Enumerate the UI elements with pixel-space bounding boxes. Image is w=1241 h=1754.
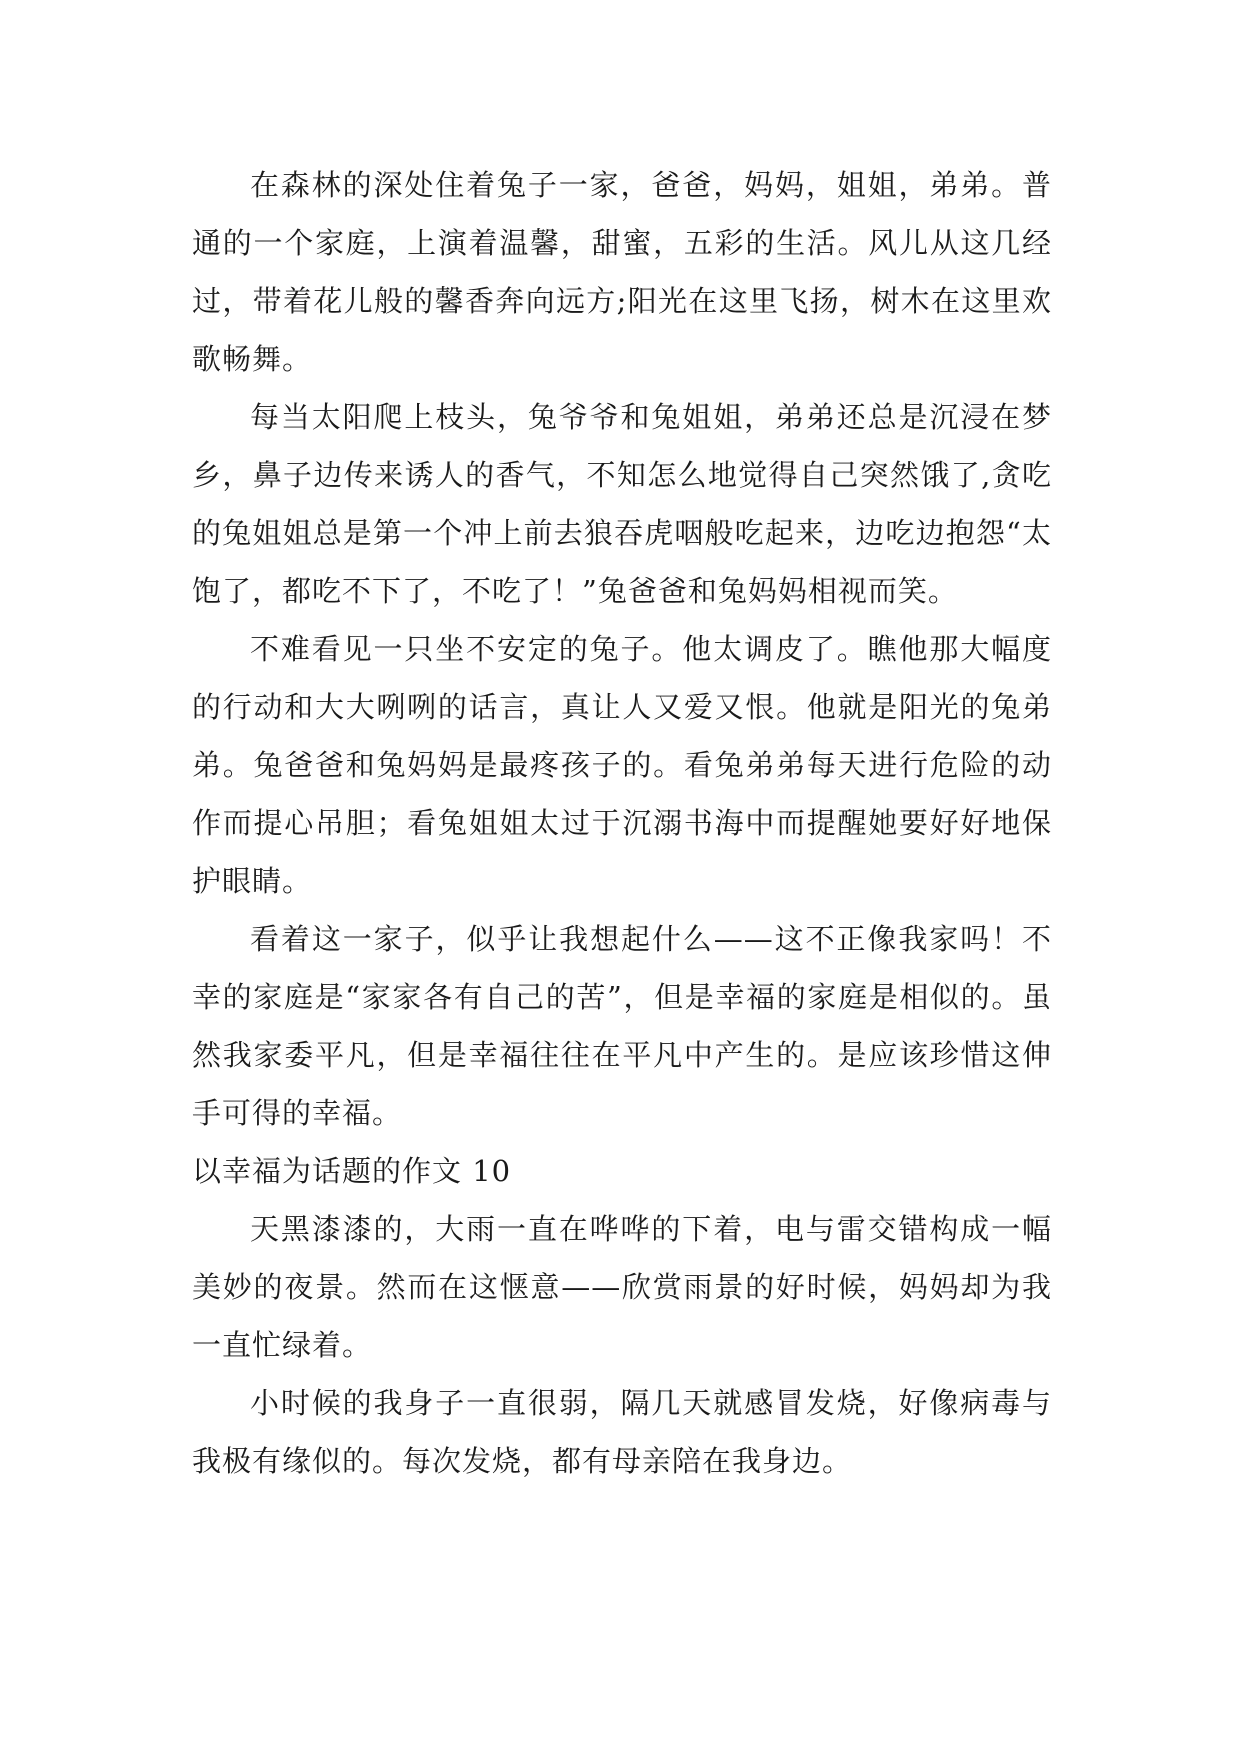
- paragraph-reflection: 看着这一家子，似乎让我想起什么——这不正像我家吗！不幸的家庭是“家家各有自己的苦”，但是幸福的家庭是相似的。虽然我家委平凡，但是幸福往往在平凡中产生的。是应该珍惜这伸手可得的幸福。: [192, 922, 1052, 1130]
- document-body: [192, 156, 1052, 1490]
- paragraph-little-brother: 不难看见一只坐不安定的兔子。他太调皮了。瞧他那大幅度的行动和大大咧咧的话言，真让人又爱又恨。他就是阳光的兔弟弟。兔爸爸和兔妈妈是最疼孩子的。看兔弟弟每天进行危险的动作而提心吊胆；看兔姐姐太过于沉溺书海中而提醒她要好好地保护眼睛。: [192, 632, 1052, 898]
- paragraph-morning-breakfast: 每当太阳爬上枝头，兔爷爷和兔姐姐，弟弟还总是沉浸在梦乡，鼻子边传来诱人的香气，不知怎么地觉得自己突然饿了,贪吃的兔姐姐总是第一个冲上前去狼吞虎咽般吃起来，边吃边抱怨“太饱了，都吃不下了，不吃了！”兔爸爸和兔妈妈相视而笑。: [192, 400, 1052, 608]
- essay-heading: 以幸福为话题的作文 10: [192, 1154, 512, 1188]
- paragraph-rainy-night: 天黑漆漆的，大雨一直在哗哗的下着，电与雷交错构成一幅美妙的夜景。然而在这惬意——欣赏雨景的好时候，妈妈却为我一直忙绿着。: [192, 1212, 1052, 1362]
- paragraph-rabbit-family-intro: 在森林的深处住着兔子一家，爸爸，妈妈，姐姐，弟弟。普通的一个家庭，上演着温馨，甜蜜，五彩的生活。风儿从这几经过，带着花儿般的馨香奔向远方;阳光在这里飞扬，树木在这里欢歌畅舞。: [192, 168, 1052, 376]
- paragraph-childhood-illness: 小时候的我身子一直很弱，隔几天就感冒发烧，好像病毒与我极有缘似的。每次发烧，都有母亲陪在我身边。: [192, 1386, 1052, 1478]
